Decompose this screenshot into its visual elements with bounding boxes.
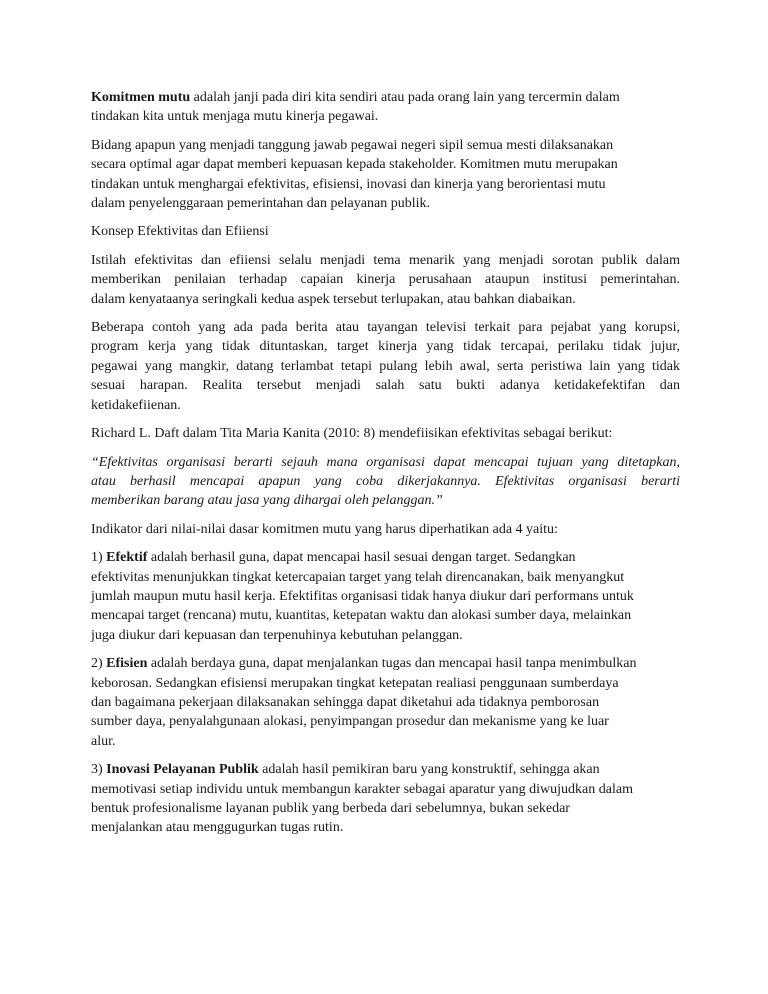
line: mencapai target (rencana) mutu, kuantitas, ketepatan waktu dan alokasi sumber daya, melainkan (91, 608, 632, 624)
paragraph-beberapa (91, 318, 680, 415)
line: keborosan. Sedangkan efisiensi merupakan tingkat ketepatan realiasi penggunaan sumberdaya (91, 675, 619, 691)
line: program kerja yang tidak dituntaskan, target kinerja yang tidak tercapai, perilaku tidak jujur, (91, 339, 680, 355)
list-item-efisien (91, 654, 680, 751)
line: memberikan barang atau jasa yang dihargai oleh pelanggan.” (91, 493, 443, 509)
line: pegawai yang mangkir, datang terlambat tetapi pulang lebih awal, serta peristiwa lain yang tidak (91, 358, 680, 374)
paragraph-istilah (91, 251, 680, 309)
line: Richard L. Daft dalam Tita Maria Kanita (2010: 8) mendefiisikan efektivitas sebagai berikut: (91, 426, 613, 442)
line: ketidakefiienan. (91, 397, 181, 413)
line: Konsep Efektivitas dan Efiiensi (91, 224, 269, 240)
line: bentuk profesionalisme layanan publik yang berbeda dari sebelumnya, bukan sekedar (91, 801, 570, 816)
line: tindakan kita untuk menjaga mutu kinerja pegawai. (91, 109, 379, 125)
line: 2) Efisien adalah berdaya guna, dapat menjalankan tugas dan mencapai hasil tanpa menimbulkan (91, 656, 637, 672)
line: “Efektivitas organisasi berarti sejauh mana organisasi dapat mencapai tujuan yang ditetapkan, (91, 454, 680, 470)
term-inovasi-pelayanan-publik: Inovasi Pelayanan Publik (106, 762, 259, 778)
paragraph-indikator (91, 520, 680, 539)
line: atau berhasil mencapai apapun yang coba dikerjakannya. Efektivitas organisasi berarti (91, 473, 680, 489)
line: dan bagaimana pekerjaan dilaksanakan sehingga dapat diketahui ada tidaknya pemborosan (91, 694, 600, 710)
line: 1) Efektif adalah berhasil guna, dapat mencapai hasil sesuai dengan target. Sedangkan (91, 550, 576, 566)
line: dalam kenyataanya seringkali kedua aspek tersebut terlupakan, atau bahkan diabaikan. (91, 291, 576, 307)
line: Istilah efektivitas dan efiiensi selalu menjadi tema menarik yang menjadi sorotan publik dalam (91, 252, 680, 268)
line: juga diukur dari kepuasan dan terpenuhinya kebutuhan pelanggan. (91, 627, 463, 643)
quote-efektivitas (91, 453, 680, 511)
line: menjalankan atau menggugurkan tugas rutin. (91, 820, 344, 836)
paragraph-bidang (91, 136, 680, 214)
line: memberikan penilaian terhadap capaian kinerja perusahaan ataupun institusi pemerintahan. (91, 272, 680, 288)
term-komitmen-mutu: Komitmen mutu (91, 90, 191, 105)
list-item-inovasi (91, 760, 680, 838)
line: jumlah maupun mutu hasil kerja. Efektifitas organisasi tidak hanya diukur dari performans untuk (91, 588, 634, 604)
line: memotivasi setiap individu untuk membangun karakter sebagai aparatur yang diwujudkan dalam (91, 781, 633, 797)
line: Bidang apapun yang menjadi tanggung jawab pegawai negeri sipil semua mesti dilaksanakan (91, 137, 614, 153)
line: sumber daya, penyalahgunaan alokasi, penyimpangan prosedur dan mekanisme yang ke luar (91, 714, 609, 730)
line: dalam penyelenggaraan pemerintahan dan pelayanan publik. (91, 196, 430, 212)
line: alur. (91, 733, 116, 749)
paragraph-komitmen-mutu (91, 88, 680, 127)
line: tindakan untuk menghargai efektivitas, efisiensi, inovasi dan kinerja yang berorientasi mutu (91, 176, 606, 192)
line: Beberapa contoh yang ada pada berita atau tayangan televisi terkait para pejabat yang korupsi, (91, 320, 680, 336)
line: sesuai harapan. Realita tersebut menjadi salah satu bukti adanya ketidakefektifan dan (91, 378, 680, 394)
term-efisien: Efisien (106, 656, 148, 672)
line: Komitmen mutu adalah janji pada diri kita sendiri atau pada orang lain yang tercermin dalam (91, 90, 620, 105)
line: Indikator dari nilai-nilai dasar komitmen mutu yang harus diperhatikan ada 4 yaitu: (91, 521, 558, 537)
paragraph-richard-daft (91, 424, 680, 443)
line: efektivitas menunjukkan tingkat ketercapaian target yang telah direncanakan, baik menyangkut (91, 569, 625, 585)
section-heading-konsep (91, 222, 680, 241)
line: 3) Inovasi Pelayanan Publik adalah hasil pemikiran baru yang konstruktif, sehingga akan (91, 762, 600, 778)
term-efektif: Efektif (106, 550, 148, 566)
line: secara optimal agar dapat memberi kepuasan kepada stakeholder. Komitmen mutu merupakan (91, 157, 618, 173)
document-page (91, 88, 680, 847)
list-item-efektif (91, 548, 680, 645)
